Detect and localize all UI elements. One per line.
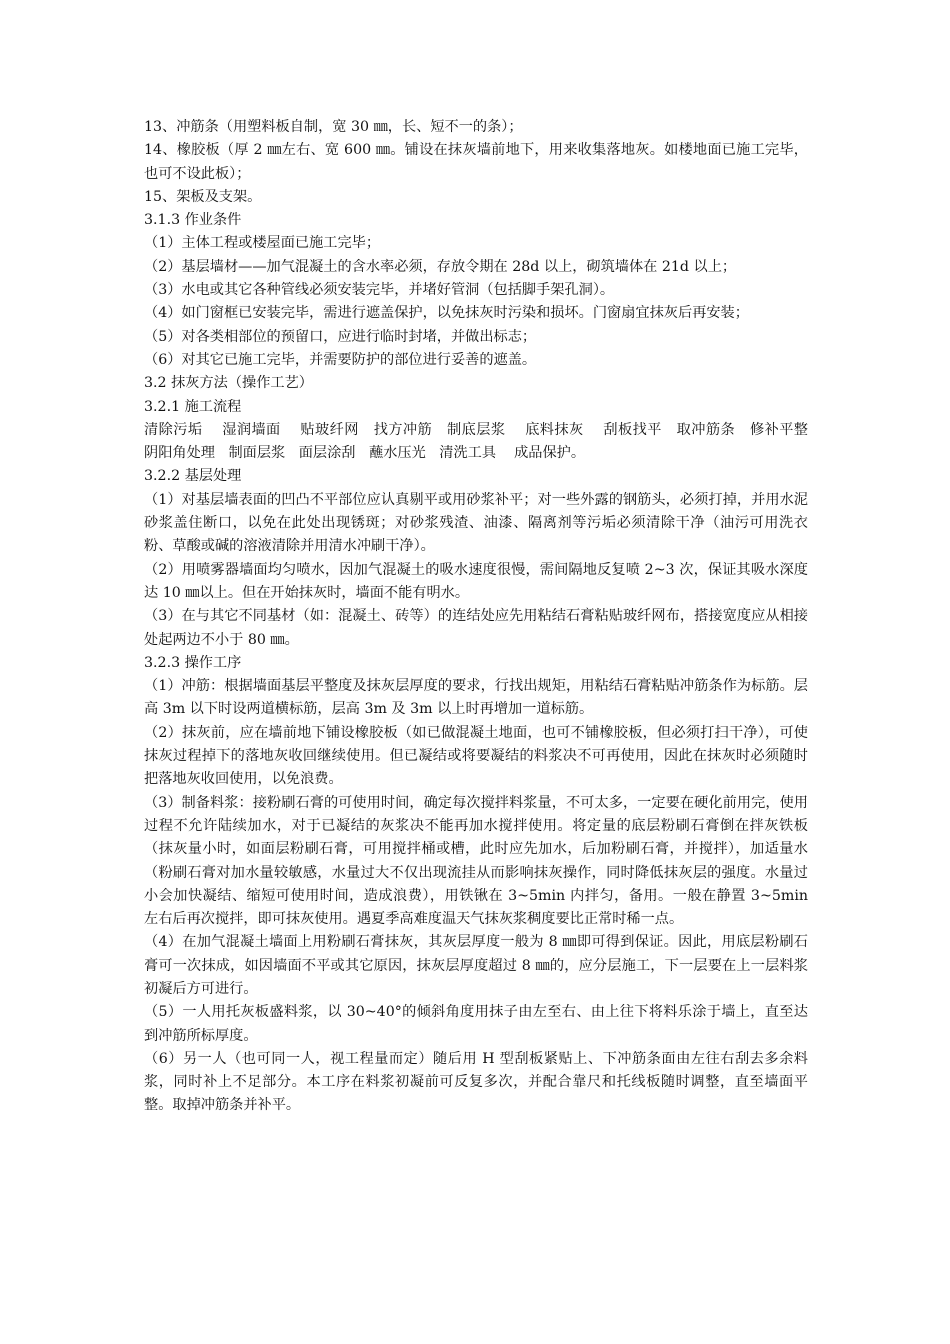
condition-item-5: （5）对各类相部位的预留口，应进行临时封堵，并做出标志； [144,328,537,345]
section-heading-3-1-3: 3.1.3 作业条件 [144,212,242,229]
procedure-item-6: （6）另一人（也可同一人，视工程量而定）随后用 H 型刮板紧贴上、下冲筋条面由左往右刮去多余料浆，同时补上不足部分。本工序在料浆初凝前可反复多次，并配合靠尺和托线板随时调整，直至墙面平整。取掉冲筋条并补平。 [144,1050,808,1114]
procedure-item-2: （2）抹灰前，应在墙前地下铺设橡胶板（如已做混凝土地面，也可不铺橡胶板，但必须打扫干净），可使抹灰过程掉下的落地灰收回继续使用。但已凝结或将要凝结的料浆决不可再使用，因此在抹灰时必须随时把落地灰收回使用，以免浪费。 [144,724,808,788]
section-heading-3-2: 3.2 抹灰方法（操作工艺） [144,375,313,392]
procedure-item-3: （3）制备料浆：接粉刷石膏的可使用时间，确定每次搅拌料浆量，不可太多，一定要在硬化前用完，使用过程不允许陆续加水，对于已凝结的灰浆决不能再加水搅拌使用。将定量的底层粉刷石膏倒在拌灰铁板（抹灰量小时，如面层粉刷石膏，可用搅拌桶或槽，此时应先加水，后加粉刷石膏，并搅拌），加适量水（粉刷石膏对加水量较敏感，水量过大不仅出现流挂从而影响抹灰操作，同时降低抹灰层的强度。水量过小会加快凝结、缩短可使用时间，造成浪费），用铁锹在 3~5min 内拌匀，备用。一般在静置 3~5min 左右后再次搅拌，即可抹灰使用。遇夏季高难度温天气抹灰浆稠度要比正常时稀一点。 [144,794,813,928]
base-treatment-item-2: （2）用喷雾器墙面均匀喷水，因加气混凝土的吸水速度很慢，需间隔地反复喷 2~3 次，保证其吸水深度达 10 ㎜以上。但在开始抹灰时，墙面不能有明水。 [144,561,808,601]
section-heading-3-2-3: 3.2.3 操作工序 [144,654,242,671]
document-body [144,116,822,1118]
list-item-15: 15、架板及支架。 [144,188,262,205]
condition-item-1: （1）主体工程或楼屋面已施工完毕； [144,235,381,252]
condition-item-6: （6）对其它已施工完毕，并需要防护的部位进行妥善的遮盖。 [144,351,537,368]
list-item-13: 13、冲筋条（用塑料板自制，宽 30 ㎜，长、短不一的条）； [144,119,523,135]
list-item-14: 14、橡胶板（厚 2 ㎜左右、宽 600 ㎜。铺设在抹灰墙前地下，用来收集落地灰。如楼地面已施工完毕，也可不设此板）； [144,142,808,182]
condition-item-3: （3）水电或其它各种管线必须安装完毕，并堵好管洞（包括脚手架孔洞）。 [144,282,615,299]
section-heading-3-2-1: 3.2.1 施工流程 [144,398,242,415]
base-treatment-item-3: （3）在与其它不同基材（如：混凝土、砖等）的连结处应先用粘结石膏粘贴玻纤网布，搭接宽度应从相接处起两边不小于 80 ㎜。 [144,608,808,648]
base-treatment-item-1: （1）对基层墙表面的凹凸不平部位应认真剔平或用砂浆补平；对一些外露的钢筋头，必须打掉，并用水泥砂浆盖住断口，以免在此处出现锈斑；对砂浆残渣、油漆、隔离剂等污垢必须清除干净（油污可用洗衣粉、草酸或碱的溶液清除并用清水冲刷干净）。 [144,491,808,555]
procedure-item-1: （1）冲筋：根据墙面基层平整度及抹灰层厚度的要求，行找出规矩，用粘结石膏粘贴冲筋条作为标筋。层高 3m 以下时设两道横标筋，层高 3m 及 3m 以上时再增加一道标筋。 [144,678,808,718]
condition-item-2: （2）基层墙材——加气混凝土的含水率必须，存放令期在 28d 以上，砌筑墙体在 21d 以上； [144,258,737,275]
procedure-item-4: （4）在加气混凝土墙面上用粉刷石膏抹灰，其灰层厚度一般为 8 ㎜即可得到保证。因此，用底层粉刷石膏可一次抹成，如因墙面不平或其它原因，抹灰层厚度超过 8 ㎜的，应分层施工，下一层要在上一层料浆初凝后方可进行。 [144,934,808,997]
procedure-item-5: （5）一人用托灰板盛料浆，以 30~40°的倾斜角度用抹子由左至右、由上往下将料乐涂于墙上，直至达到冲筋所标厚度。 [144,1004,808,1044]
process-flow-text: 清除污垢 湿润墙面 贴玻纤网 找方冲筋 制底层浆 底料抹灰 刮板找平 取冲筋条 修补平整 阴阳角处理 制面层浆 面层涂刮 蘸水压光 清洗工具 成品保护。 [144,421,822,462]
section-heading-3-2-2: 3.2.2 基层处理 [144,468,242,485]
condition-item-4: （4）如门窗框已安装完毕，需进行遮盖保护，以免抹灰时污染和损坏。门窗扇宜抹灰后再安装； [144,305,749,322]
